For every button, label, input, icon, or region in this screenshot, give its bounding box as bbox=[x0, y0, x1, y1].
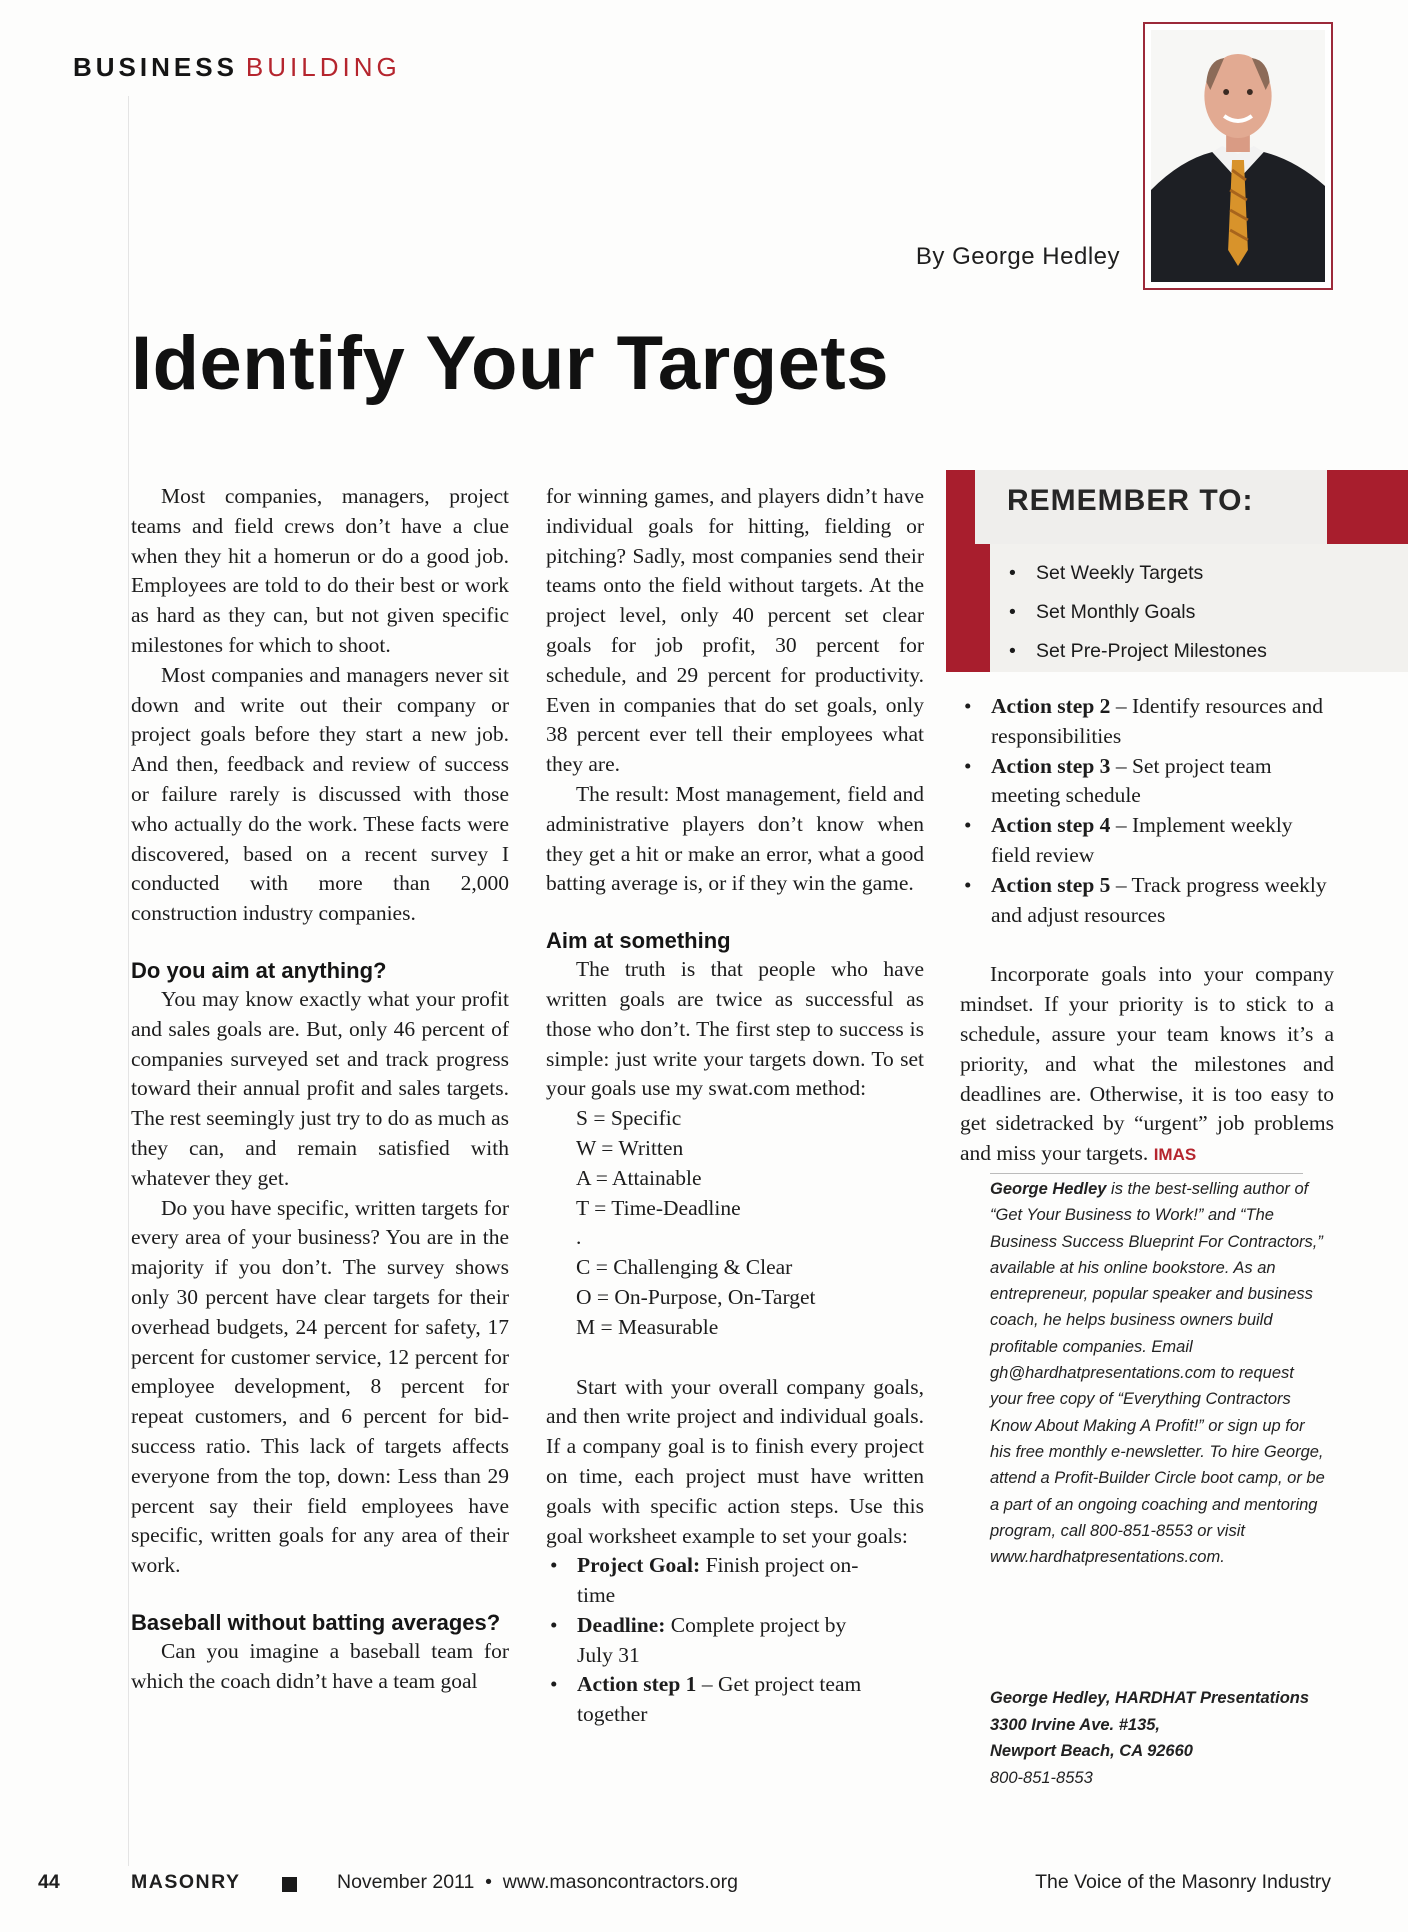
author-photo bbox=[1143, 22, 1333, 290]
action-item-label: Action step 5 bbox=[991, 872, 1111, 897]
column-1 bbox=[131, 482, 509, 1696]
paragraph: Most companies and managers never sit down and write out their company or project goals before they start a new job. And then, feedback and review of success or failure rarely is discussed with those who actually do the work. These facts were discovered, based on a recent survey I conducted with more than 2,000 construction industry companies. bbox=[131, 662, 509, 926]
method-item: S = Specific bbox=[576, 1106, 682, 1131]
paragraph: Can you imagine a baseball team for which the coach didn’t have a team goal bbox=[131, 1638, 509, 1693]
address-line: 800-851-8553 bbox=[990, 1768, 1093, 1787]
goal-item-label: Project Goal: bbox=[577, 1553, 701, 1578]
goal-item bbox=[546, 1670, 886, 1730]
action-item bbox=[960, 752, 1334, 812]
callout-accent bbox=[946, 544, 990, 672]
action-item-text: – Implement weekly field review bbox=[991, 813, 1293, 867]
author-portrait-image bbox=[1151, 30, 1325, 282]
action-item-label: Action step 4 bbox=[991, 813, 1111, 838]
footer-square-icon bbox=[282, 1877, 297, 1892]
address-line: 3300 Irvine Ave. #135, bbox=[990, 1715, 1161, 1734]
action-item-label: Action step 3 bbox=[991, 753, 1111, 778]
callout-item: • Set Monthly Goals bbox=[1006, 593, 1267, 632]
subheading: Aim at something bbox=[546, 928, 731, 954]
headline: Identify Your Targets bbox=[131, 321, 889, 406]
section-label-bold: BUSINESS bbox=[73, 52, 238, 82]
byline: By George Hedley bbox=[915, 243, 1120, 270]
paragraph: The truth is that people who have written goals are twice as successful as those who don’t. The first step to success is simple: just write your targets down. To set your goals use my swat.com method: bbox=[546, 957, 924, 1101]
goal-item-text: – Get project team together bbox=[577, 1672, 862, 1727]
action-item bbox=[960, 811, 1334, 871]
page-number: 44 bbox=[38, 1871, 60, 1893]
paragraph: Start with your overall company goals, and then write project and individual goals. If a company goal is to finish every project on time, each project must have written goals with specific action steps. Use this goal worksheet example to set your goals: bbox=[546, 1374, 924, 1548]
action-item-text: – Identify resources and responsibilities bbox=[991, 694, 1323, 748]
action-item-label: Action step 2 bbox=[991, 694, 1111, 718]
author-bio bbox=[990, 1176, 1330, 1570]
section-label bbox=[73, 52, 401, 83]
goal-item-label: Action step 1 bbox=[577, 1672, 697, 1697]
method-item: C = Challenging & Clear bbox=[576, 1255, 793, 1280]
footer-tagline: The Voice of the Masonry Industry bbox=[1035, 1871, 1331, 1893]
paragraph: The result: Most management, field and administrative players don’t know when they get a hit or make an error, what a good batting average is, or if they win the game. bbox=[546, 781, 924, 896]
callout-item: • Set Weekly Targets bbox=[1006, 554, 1267, 593]
method-item: W = Written bbox=[576, 1135, 684, 1160]
paragraph: for winning games, and players didn’t have individual goals for hitting, fielding or pitching? Sadly, most companies send their teams onto the field without targets. At the project level, only 40 percent set clear goals for job profit, 30 percent for schedule, and 29 percent for productivity. Even in companies that do set goals, only 38 percent ever tell their employees what they are. bbox=[546, 484, 924, 777]
column-2 bbox=[546, 482, 924, 1730]
subheading: Baseball without batting averages? bbox=[131, 1609, 501, 1635]
goal-item bbox=[546, 1611, 886, 1671]
callout-list bbox=[1006, 554, 1267, 671]
author-address bbox=[990, 1685, 1309, 1791]
address-line: George Hedley, HARDHAT Presentations bbox=[990, 1689, 1310, 1707]
magazine-name: MASONRY bbox=[131, 1871, 241, 1893]
method-item: A = Attainable bbox=[576, 1165, 702, 1190]
method-item: O = On-Purpose, On-Target bbox=[576, 1284, 816, 1309]
callout-item: • Set Pre-Project Milestones bbox=[1006, 632, 1267, 671]
action-item bbox=[960, 871, 1334, 931]
action-item-text: – Set project team meeting schedule bbox=[991, 753, 1272, 808]
section-label-light: BUILDING bbox=[245, 52, 401, 82]
callout-title: REMEMBER TO: bbox=[1007, 484, 1254, 517]
issue-info: November 2011 • www.masoncontractors.org bbox=[337, 1871, 738, 1893]
paragraph: Most companies, managers, project teams and field crews don’t have a clue when they hit a homerun or do a good job. Employees are told to do their best or work as hard as they can, but not given specific milestones for which to shoot. bbox=[131, 484, 509, 657]
bio-name: George Hedley bbox=[990, 1180, 1107, 1198]
method-item: M = Measurable bbox=[576, 1314, 719, 1339]
goal-item-text: Finish project on-time bbox=[577, 1553, 859, 1608]
bio-text: is the best-selling author of “Get Your Business to Work!” and “The Business Success Blueprint For Contractors,” available at his online bookstore. As an entrepreneur, popular speaker and business coach, he helps business owners build profitable companies. Email gh@hardhatpresentations.com to request your free copy of “Everything Contractors Know About Making A Profit!” or sign up for his free monthly e-newsletter. To hire George, attend a Profit-Builder Circle boot camp, or be a part of an ongoing coaching and mentoring program, call 800-851-8553 or visit www.hardhatpresentations.com. bbox=[990, 1180, 1325, 1567]
paragraph: You may know exactly what your profit and sales goals are. But, only 46 percent of companies surveyed set and track progress toward their annual profit and sales targets. The rest seemingly just try to do as much as they can, and remain satisfied with whatever they get. bbox=[131, 986, 509, 1190]
paragraph bbox=[960, 960, 1334, 1170]
method-item: T = Time-Deadline bbox=[576, 1195, 741, 1220]
paragraph: Do you have specific, written targets for every area of your business? You are in the majority if you don’t. The survey shows only 30 percent have clear targets for their overhead budgets, 24 percent for safety, 17 percent for customer service, 12 percent for employee development, 8 percent for repeat customers, and 6 percent for bid-success ratio. This lack of targets affects everyone from the top, down: Less than 29 percent say their field employees have specific, written goals for any area of their work. bbox=[131, 1195, 509, 1578]
action-item-text: – Track progress weekly and adjust resources bbox=[991, 872, 1327, 927]
end-mark-logo: IMAS bbox=[1153, 1145, 1197, 1165]
column-3 bbox=[960, 692, 1334, 1170]
address-line: Newport Beach, CA 92660 bbox=[990, 1742, 1193, 1760]
goal-item-text: Complete project by July 31 bbox=[577, 1612, 847, 1667]
method-item: . bbox=[576, 1225, 582, 1250]
goal-item bbox=[546, 1551, 886, 1611]
bio-divider bbox=[990, 1173, 1303, 1174]
closing-text: Incorporate goals into your company mindset. If your priority is to stick to a schedule, assure your team knows it’s a priority, and what the milestones and deadlines are. Otherwise, it is too easy to get sidetracked by “urgent” job problems and miss your targets. bbox=[960, 962, 1334, 1166]
method-list bbox=[546, 1104, 924, 1342]
goal-list bbox=[546, 1551, 886, 1730]
action-list bbox=[960, 692, 1334, 930]
action-item bbox=[960, 692, 1334, 752]
goal-item-label: Deadline: bbox=[577, 1612, 666, 1637]
column-rule bbox=[128, 96, 129, 1866]
subheading: Do you aim at anything? bbox=[131, 957, 387, 983]
